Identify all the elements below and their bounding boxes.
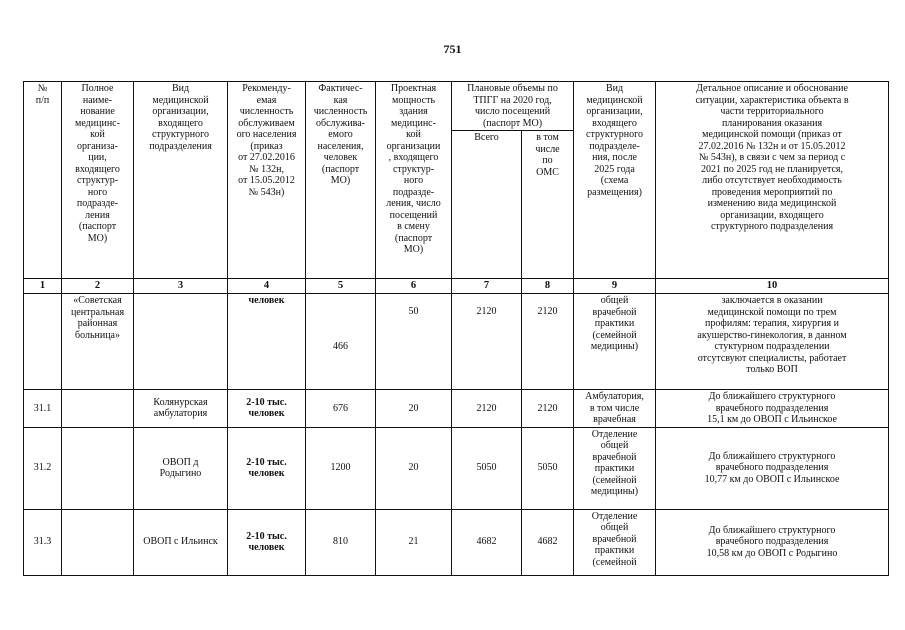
row-planned-total: 5050 <box>452 427 522 509</box>
header-recommended-population: Рекоменду- емая численность обслуживаем ого населения (приказ от 27.02.2016 № 132н, от 15.05.2012 № 543н) <box>228 82 306 279</box>
row-org-type-after-2025: Отделение общей врачебной практики (семейной медицины) <box>574 427 656 509</box>
row-org-type: ОВОП д Родыгино <box>134 427 228 509</box>
column-number: 5 <box>306 279 376 294</box>
row-design-capacity: 50 <box>376 294 452 390</box>
row-full-name <box>62 427 134 509</box>
row-planned-oms: 4682 <box>522 509 574 575</box>
column-number: 10 <box>656 279 889 294</box>
page-number: 751 <box>443 42 462 56</box>
header-planned-volumes: Плановые объемы по ТПГГ на 2020 год, число посещений (паспорт МО) <box>452 82 574 131</box>
row-planned-total: 2120 <box>452 294 522 390</box>
row-actual-population: 676 <box>306 390 376 428</box>
table-row <box>24 509 889 575</box>
column-number: 3 <box>134 279 228 294</box>
table-row <box>24 294 889 390</box>
row-number: 31.2 <box>24 427 62 509</box>
column-number-row <box>24 279 889 294</box>
row-design-capacity: 21 <box>376 509 452 575</box>
row-description: До ближайшего структурного врачебного подразделения 15,1 км до ОВОП с Ильинское <box>656 390 889 428</box>
header-oms: в том числе по ОМС <box>522 131 574 279</box>
row-org-type <box>134 294 228 390</box>
header-actual-population: Фактичес- кая численность обслужива- емого населения, человек (паспорт МО) <box>306 82 376 279</box>
row-design-capacity: 20 <box>376 427 452 509</box>
row-description: До ближайшего структурного врачебного подразделения 10,58 км до ОВОП с Родыгино <box>656 509 889 575</box>
column-number: 9 <box>574 279 656 294</box>
header-org-type: Вид медицинской организации, входящего структурного подразделения <box>134 82 228 279</box>
header-number: № п/п <box>24 82 62 279</box>
row-full-name <box>62 390 134 428</box>
row-recommended-population: 2-10 тыс. человек <box>228 390 306 428</box>
header-total: Всего <box>452 131 522 279</box>
row-number: 31.1 <box>24 390 62 428</box>
row-description: заключается в оказании медицинской помощи по трем профилям: терапия, хирургия и акушерство-гинекология, в данном стуктурном подразделении отсутсвуют специалисты, работает только ВОП <box>656 294 889 390</box>
header-design-capacity: Проектная мощность здания медицинс- кой организации , входящего структур- ного подразде- ления, число посещений в смену (паспорт МО) <box>376 82 452 279</box>
row-actual-population: 466 <box>306 294 376 390</box>
column-number: 8 <box>522 279 574 294</box>
header-row <box>24 82 889 131</box>
row-number: 31.3 <box>24 509 62 575</box>
row-actual-population: 1200 <box>306 427 376 509</box>
row-full-name: «Советская центральная районная больница» <box>62 294 134 390</box>
column-number: 4 <box>228 279 306 294</box>
row-org-type-after-2025: общей врачебной практики (семейной медицины) <box>574 294 656 390</box>
column-number: 2 <box>62 279 134 294</box>
row-org-type: Колянурская амбулатория <box>134 390 228 428</box>
column-number: 7 <box>452 279 522 294</box>
row-planned-oms: 5050 <box>522 427 574 509</box>
row-planned-oms: 2120 <box>522 294 574 390</box>
row-org-type-after-2025: Амбулатория, в том числе врачебная <box>574 390 656 428</box>
row-org-type-after-2025: Отделение общей врачебной практики (семейной <box>574 509 656 575</box>
table-row <box>24 390 889 428</box>
data-table <box>23 81 889 576</box>
row-recommended-population: 2-10 тыс. человек <box>228 509 306 575</box>
row-actual-population: 810 <box>306 509 376 575</box>
row-recommended-population: 2-10 тыс. человек <box>228 427 306 509</box>
row-design-capacity: 20 <box>376 390 452 428</box>
table-row <box>24 427 889 509</box>
row-org-type: ОВОП с Ильинск <box>134 509 228 575</box>
column-number: 6 <box>376 279 452 294</box>
row-planned-oms: 2120 <box>522 390 574 428</box>
header-full-name: Полное наиме- нование медицинс- кой организа- ции, входящего структур- ного подразде- ления (паспорт МО) <box>62 82 134 279</box>
row-description: До ближайшего структурного врачебного подразделения 10,77 км до ОВОП с Ильинское <box>656 427 889 509</box>
column-number: 1 <box>24 279 62 294</box>
row-recommended-population: человек <box>228 294 306 390</box>
row-full-name <box>62 509 134 575</box>
row-planned-total: 4682 <box>452 509 522 575</box>
header-description: Детальное описание и обоснование ситуации, характеристика объекта в части территориального планирования оказания медицинской помощи (приказ от 27.02.2016 № 132н и от 15.05.2012 № 543н), в связи с чем за период с 2021 по 2025 год не планируется, либо отсутствует необходимость проведения мероприятий по изменению вида медицинской организации, входящего структурного подразделения <box>656 82 889 279</box>
row-planned-total: 2120 <box>452 390 522 428</box>
row-number <box>24 294 62 390</box>
header-org-type-after-2025: Вид медицинской организации, входящего структурного подразделе- ния, после 2025 года (схема размещения) <box>574 82 656 279</box>
